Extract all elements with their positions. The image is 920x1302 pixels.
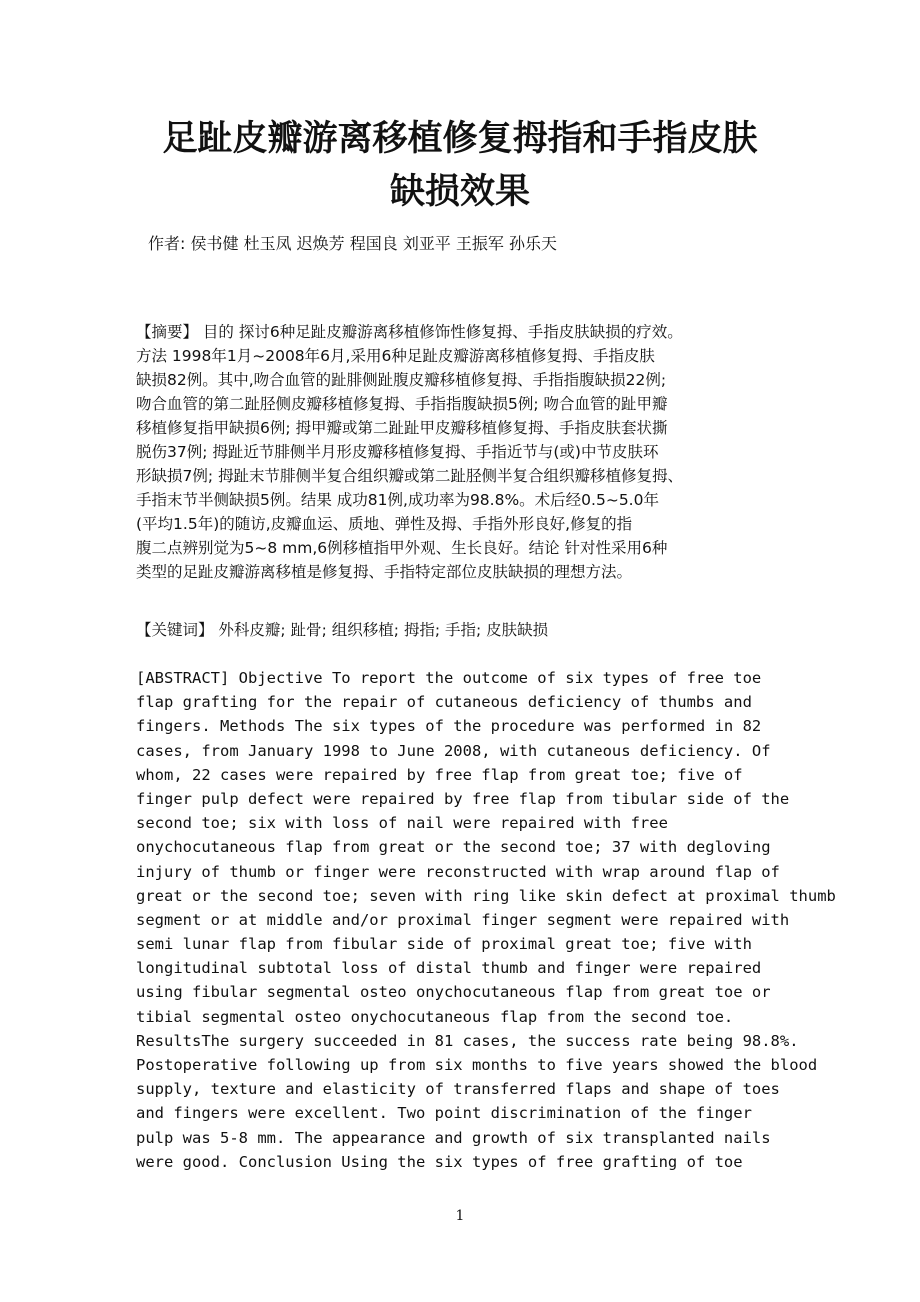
- abstract-en-line: Postoperative following up from six months to five years showed the blood: [136, 1056, 818, 1074]
- abstract-en-line: pulp was 5-8 mm. The appearance and growth of six transplanted nails: [136, 1128, 771, 1147]
- abstract-cn-line: 手指末节半侧缺损5例。结果 成功81例,成功率为98.8%。术后经0.5~5.0年: [136, 491, 659, 509]
- abstract-en-line: second toe; six with loss of nail were repaired with free: [136, 814, 668, 833]
- abstract-en-line: ResultsThe surgery succeeded in 81 cases, the success rate being 98.8%.: [136, 1031, 799, 1050]
- abstract-en-line: flap grafting for the repair of cutaneous deficiency of thumbs and: [136, 693, 752, 712]
- abstract-en-line: segment or at middle and/or proximal finger segment were repaired with: [136, 910, 790, 929]
- abstract-cn-line: (平均1.5年)的随访,皮瓣血运、质地、弹性及拇、手指外形良好,修复的指: [136, 515, 633, 533]
- english-abstract: [136, 666, 836, 1174]
- abstract-cn-line: 形缺损7例; 拇趾末节腓侧半复合组织瓣或第二趾胫侧半复合组织瓣移植修复拇、: [136, 467, 684, 485]
- abstract-cn-line: 脱伤37例; 拇趾近节腓侧半月形皮瓣移植修复拇、手指近节与(或)中节皮肤环: [136, 443, 659, 461]
- abstract-en-line: longitudinal subtotal loss of distal thumb and finger were repaired: [136, 959, 762, 978]
- abstract-cn-line: 腹二点辨别觉为5~8 mm,6例移植指甲外观、生长良好。结论 针对性采用6种: [136, 539, 668, 557]
- paper-title-line-2: 缺损效果: [389, 172, 530, 212]
- abstract-cn-line: 方法 1998年1月~2008年6月,采用6种足趾皮瓣游离移植修复拇、手指皮肤: [136, 347, 655, 365]
- abstract-en-line: supply, texture and elasticity of transferred flaps and shape of toes: [136, 1080, 780, 1099]
- abstract-en-line: cases, from January 1998 to June 2008, with cutaneous deficiency. Of: [136, 741, 771, 760]
- abstract-cn-line: 移植修复指甲缺损6例; 拇甲瓣或第二趾趾甲皮瓣移植修复拇、手指皮肤套状撕: [136, 419, 668, 437]
- abstract-en-line: and fingers were excellent. Two point discrimination of the finger: [136, 1104, 752, 1123]
- abstract-en-line: using fibular segmental osteo onychocutaneous flap from great toe or: [136, 983, 771, 1002]
- abstract-cn-line: 类型的足趾皮瓣游离移植是修复拇、手指特定部位皮肤缺损的理想方法。: [136, 563, 633, 581]
- abstract-en-line: fingers. Methods The six types of the procedure was performed in 82: [136, 717, 762, 736]
- abstract-en-line: were good. Conclusion Using the six types of free grafting of toe: [136, 1152, 743, 1171]
- abstract-en-line: injury of thumb or finger were reconstructed with wrap around flap of: [136, 862, 780, 881]
- abstract-en-line: finger pulp defect were repaired by free flap from tibular side of the: [136, 789, 790, 808]
- chinese-abstract: [136, 320, 796, 584]
- abstract-cn-line: 【摘要】 目的 探讨6种足趾皮瓣游离移植修饰性修复拇、手指皮肤缺损的疗效。: [136, 323, 683, 341]
- keywords: 【关键词】 外科皮瓣; 趾骨; 组织移植; 拇指; 手指; 皮肤缺损: [136, 621, 549, 639]
- author-list: 作者: 侯书健 杜玉凤 迟焕芳 程国良 刘亚平 王振军 孙乐天: [148, 234, 557, 253]
- paper-title: [60, 113, 860, 219]
- abstract-cn-line: 吻合血管的第二趾胫侧皮瓣移植修复拇、手指指腹缺损5例; 吻合血管的趾甲瓣: [136, 395, 668, 413]
- page-number: 1: [455, 1208, 465, 1224]
- abstract-en-line: whom, 22 cases were repaired by free flap from great toe; five of: [136, 765, 743, 784]
- abstract-cn-line: 缺损82例。其中,吻合血管的趾腓侧趾腹皮瓣移植修复拇、手指指腹缺损22例;: [136, 371, 667, 389]
- paper-title-line-1: 足趾皮瓣游离移植修复拇指和手指皮肤: [162, 119, 758, 159]
- abstract-en-line: [ABSTRACT] Objective To report the outcome of six types of free toe: [136, 669, 762, 687]
- abstract-en-line: onychocutaneous flap from great or the second toe; 37 with degloving: [136, 838, 771, 857]
- abstract-en-line: semi lunar flap from fibular side of proximal great toe; five with: [136, 935, 752, 954]
- abstract-en-line: tibial segmental osteo onychocutaneous flap from the second toe.: [136, 1007, 734, 1026]
- abstract-en-line: great or the second toe; seven with ring like skin defect at proximal thumb: [136, 886, 836, 905]
